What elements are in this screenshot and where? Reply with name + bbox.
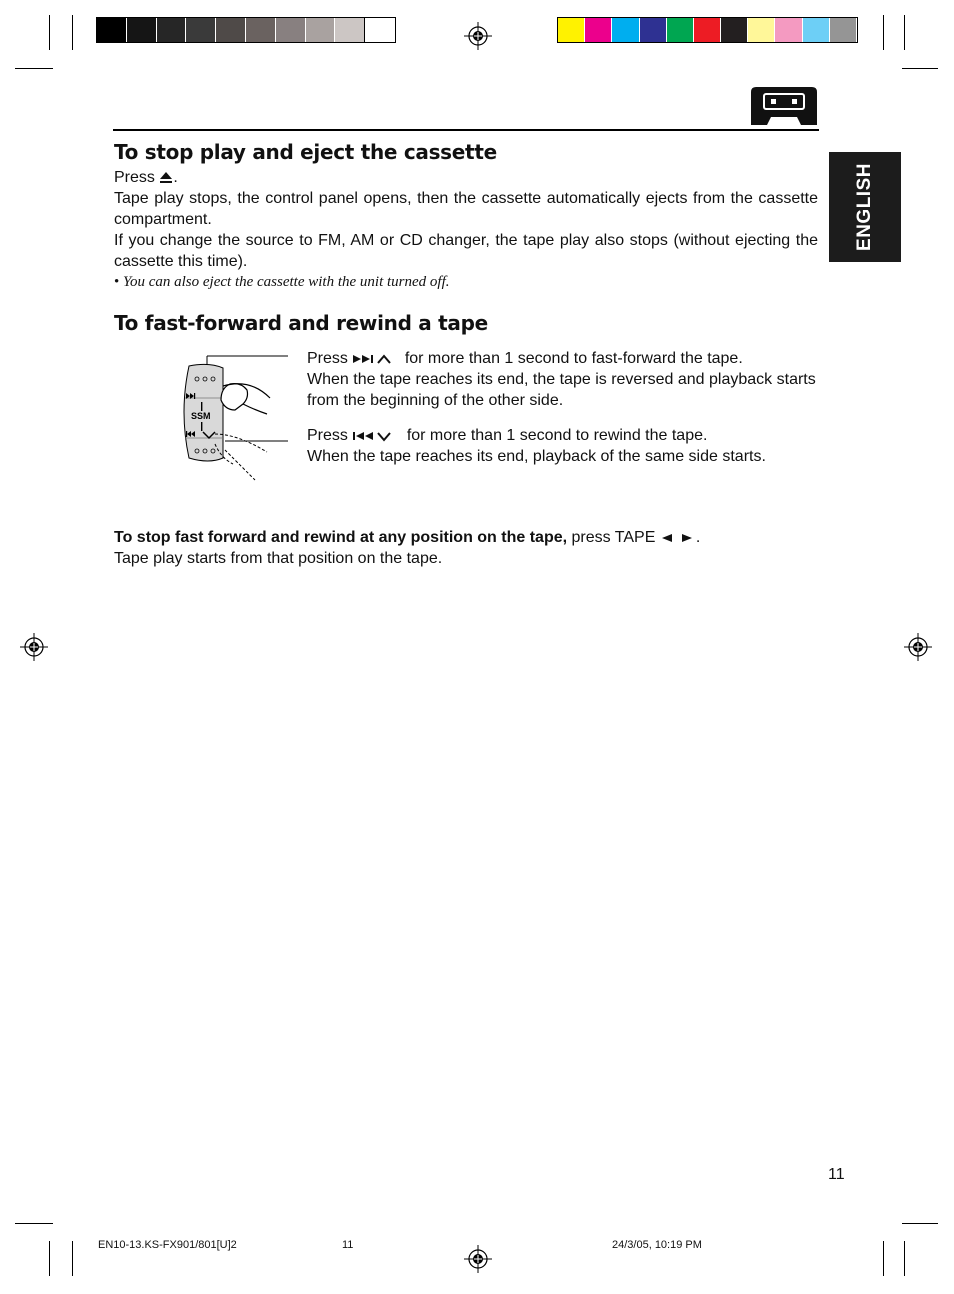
- cassette-icon: [751, 87, 817, 125]
- section-heading-ffrew: To fast-forward and rewind a tape: [114, 311, 488, 335]
- footer-page: 11: [342, 1239, 354, 1251]
- registration-mark-icon: [462, 20, 494, 52]
- color-swatch: [803, 18, 830, 42]
- registration-mark-icon: [902, 631, 934, 663]
- color-swatch: [276, 18, 306, 42]
- language-tab-label: ENGLISH: [854, 163, 875, 251]
- color-swatch: [775, 18, 802, 42]
- eject-instruction: Press .: [114, 169, 178, 186]
- color-swatch: [97, 18, 127, 42]
- next-track-up-icon: [352, 353, 400, 365]
- color-swatch: [365, 18, 395, 42]
- color-swatch: [585, 18, 612, 42]
- color-swatch: [694, 18, 721, 42]
- color-swatch: [558, 18, 585, 42]
- eject-icon: [159, 171, 173, 184]
- prev-track-down-icon: [352, 430, 402, 442]
- rewind-description: When the tape reaches its end, playback of the same side starts.: [307, 448, 766, 465]
- color-swatch: [721, 18, 748, 42]
- color-swatch: [246, 18, 276, 42]
- page-number: 11: [828, 1166, 845, 1183]
- color-swatch: [335, 18, 365, 42]
- source-change-note: If you change the source to FM, AM or CD changer, the tape play also stops (without ejecting the cassette this time).: [114, 232, 818, 270]
- grayscale-color-bar: [96, 17, 396, 43]
- color-swatch: [216, 18, 246, 42]
- eject-tip: • You can also eject the cassette with the unit turned off.: [114, 274, 450, 290]
- color-swatch: [667, 18, 694, 42]
- fast-forward-description: When the tape reaches its end, the tape is reversed and playback starts from the beginning of the other side.: [307, 371, 816, 409]
- footer-timestamp: 24/3/05, 10:19 PM: [612, 1239, 702, 1251]
- fast-forward-instruction: Press for more than 1 second to fast-forward the tape.: [307, 350, 743, 367]
- color-swatch: [186, 18, 216, 42]
- color-swatch: [748, 18, 775, 42]
- eject-description: Tape play stops, the control panel opens, then the cassette automatically ejects from the cassette compartment.: [114, 190, 818, 228]
- color-swatch: [830, 18, 857, 42]
- color-swatch: [612, 18, 639, 42]
- color-swatch: [306, 18, 336, 42]
- color-swatch: [127, 18, 157, 42]
- registration-mark-icon: [18, 631, 50, 663]
- color-swatch: [157, 18, 187, 42]
- color-swatch: [640, 18, 667, 42]
- language-tab: [829, 152, 901, 262]
- play-direction-icon: [660, 532, 696, 544]
- press-label: Press: [114, 169, 155, 186]
- ssm-label: SSM: [191, 411, 211, 421]
- header-rule: [113, 129, 819, 131]
- stop-ffrew-instruction: To stop fast forward and rewind at any position on the tape, press TAPE .: [114, 529, 701, 546]
- footer-filename: EN10-13.KS-FX901/801[U]2: [98, 1239, 237, 1251]
- section-heading-eject: To stop play and eject the cassette: [114, 140, 497, 164]
- stop-ffrew-result: Tape play starts from that position on the tape.: [114, 550, 443, 567]
- registration-mark-icon: [462, 1243, 494, 1275]
- process-color-bar: [557, 17, 858, 43]
- control-panel-illustration: [175, 352, 305, 484]
- rewind-instruction: Press for more than 1 second to rewind the tape.: [307, 427, 708, 444]
